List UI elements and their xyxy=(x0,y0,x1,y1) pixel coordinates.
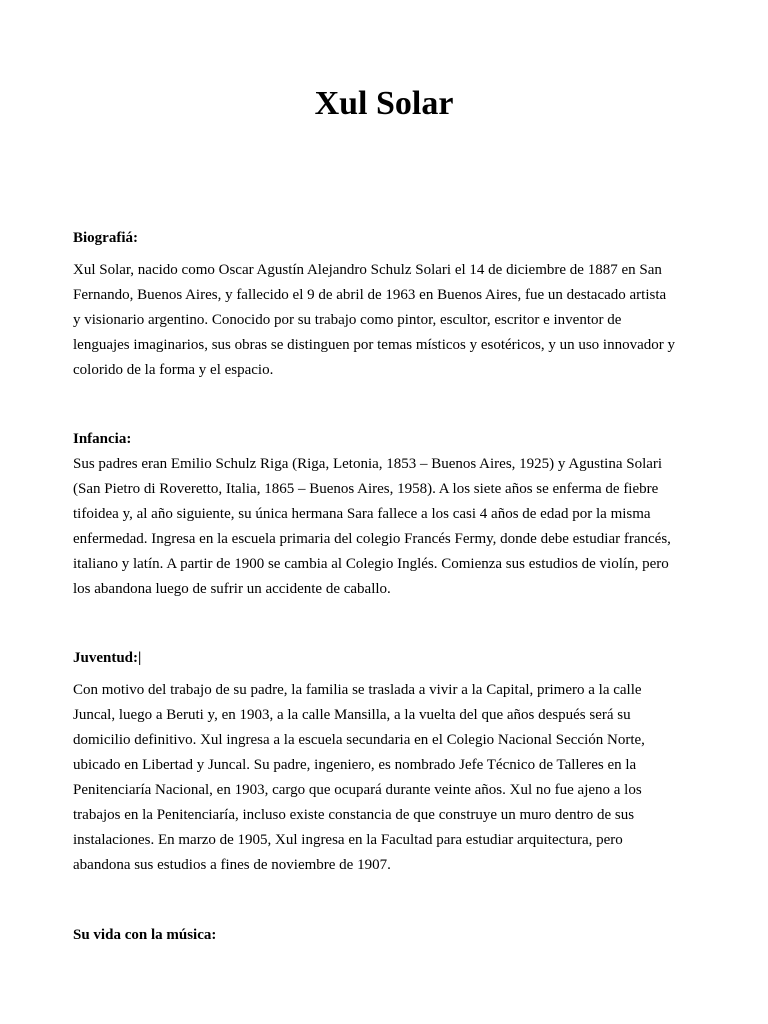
text-line: domicilio definitivo. Xul ingresa a la escuela secundaria en el Colegio Nacional Sección Norte, xyxy=(73,732,645,748)
text-line: abandona sus estudios a fines de noviembre de 1907. xyxy=(73,857,391,873)
text-line: y visionario argentino. Conocido por su trabajo como pintor, escultor, escritor e inventor de xyxy=(73,312,622,328)
text-line: Penitenciaría Nacional, en 1903, cargo que ocupará durante veinte años. Xul no fue ajeno a los xyxy=(73,782,642,798)
section-heading-musica: Su vida con la música: xyxy=(73,927,217,943)
section-heading-biografia: Biografiá: xyxy=(73,230,138,246)
text-line: lenguajes imaginarios, sus obras se distinguen por temas místicos y esotéricos, y un uso innovador y xyxy=(73,337,675,353)
text-line: colorido de la forma y el espacio. xyxy=(73,362,274,378)
text-line: italiano y latín. A partir de 1900 se cambia al Colegio Inglés. Comienza sus estudios de violín, pero xyxy=(73,556,669,572)
text-line: enfermedad. Ingresa en la escuela primaria del colegio Francés Fermy, donde debe estudiar francés, xyxy=(73,531,671,547)
paragraph-infancia xyxy=(73,452,698,602)
text-line: Sus padres eran Emilio Schulz Riga (Riga, Letonia, 1853 – Buenos Aires, 1925) y Agustina Solari xyxy=(73,456,663,472)
text-line: trabajos en la Penitenciaría, incluso existe constancia de que construye un muro dentro de sus xyxy=(73,807,635,823)
paragraph-biografia xyxy=(73,258,698,383)
text-line: los abandona luego de sufrir un accidente de caballo. xyxy=(73,581,391,597)
text-line: Fernando, Buenos Aires, y fallecido el 9 de abril de 1963 en Buenos Aires, fue un destacado artista xyxy=(73,287,667,303)
paragraph-juventud xyxy=(73,678,698,878)
text-line: instalaciones. En marzo de 1905, Xul ingresa en la Facultad para estudiar arquitectura, pero xyxy=(73,832,623,848)
text-line: ubicado en Libertad y Juncal. Su padre, ingeniero, es nombrado Jefe Técnico de Talleres en la xyxy=(73,757,637,773)
text-line: Xul Solar, nacido como Oscar Agustín Alejandro Schulz Solari el 14 de diciembre de 1887 en San xyxy=(73,262,662,278)
document-title: Xul Solar xyxy=(314,85,454,122)
text-line: (San Pietro di Roveretto, Italia, 1865 – Buenos Aires, 1958). A los siete años se enferma de fiebre xyxy=(73,481,659,497)
section-heading-juventud: Juventud:| xyxy=(73,650,142,666)
text-line: Juncal, luego a Beruti y, en 1903, a la calle Mansilla, a la vuelta del que años después será su xyxy=(73,707,631,723)
text-line: Con motivo del trabajo de su padre, la familia se traslada a vivir a la Capital, primero a la calle xyxy=(73,682,642,698)
section-heading-infancia: Infancia: xyxy=(73,431,132,447)
text-line: tifoidea y, al año siguiente, su única hermana Sara fallece a los casi 4 años de edad por la misma xyxy=(73,506,651,522)
